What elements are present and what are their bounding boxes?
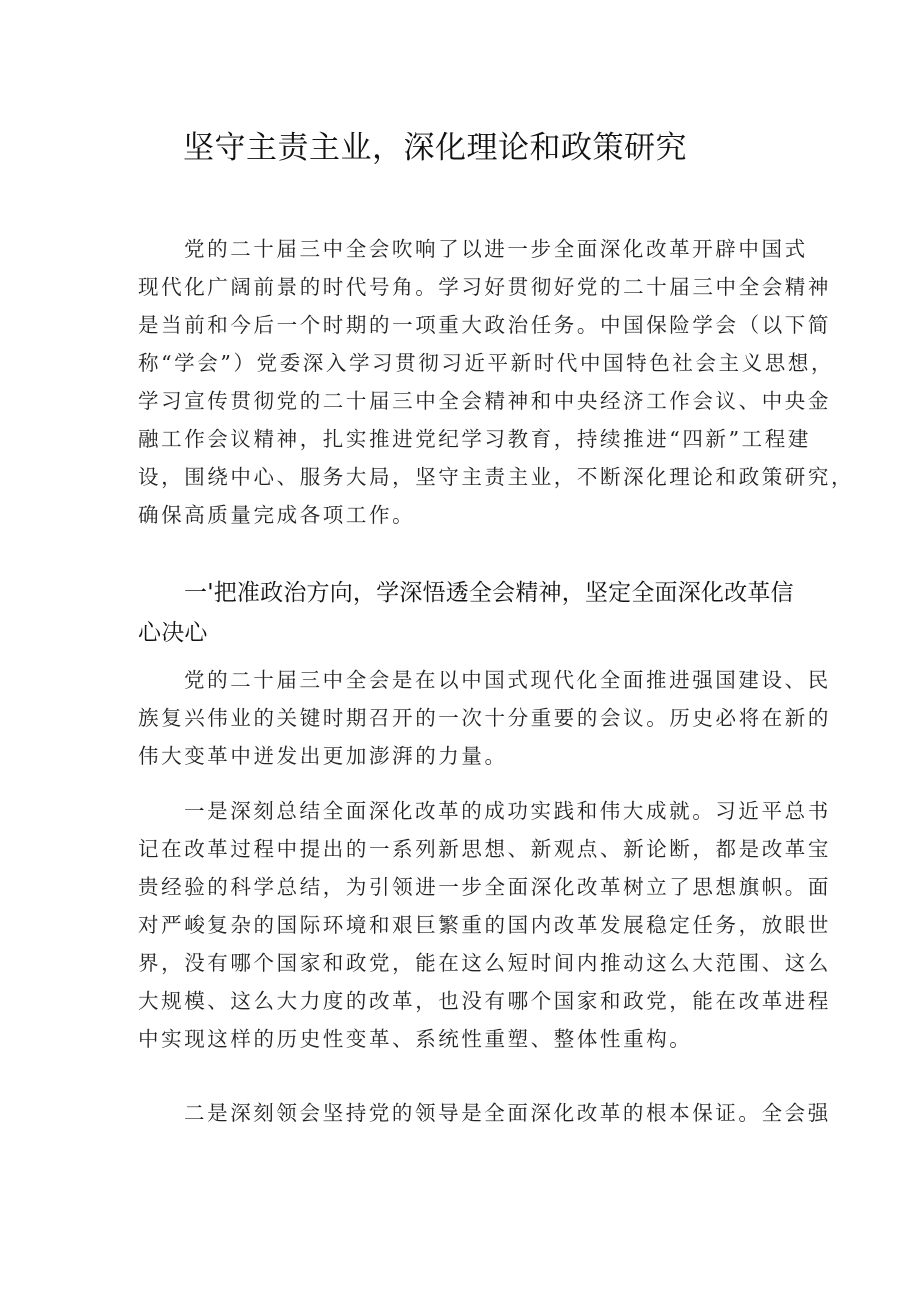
paragraph-line: 对严峻复杂的国际环境和艰巨繁重的国内改革发展稳定任务，放眼世	[138, 913, 831, 937]
paragraph-line: 一是深刻总结全面深化改革的成功实践和伟大成就。习近平总书	[184, 799, 831, 823]
paragraph-line: 中实现这样的历史性变革、系统性重塑、整体性重构。	[138, 1027, 693, 1051]
paragraph-line: 党的二十届三中全会是在以中国式现代化全面推进强国建设、民	[184, 668, 831, 692]
paragraph-line: 记在改革过程中提出的一系列新思想、新观点、新论断，都是改革宝	[138, 837, 831, 861]
paragraph-line: 族复兴伟业的关键时期召开的一次十分重要的会议。历史必将在新的	[138, 706, 831, 730]
section-heading-1	[138, 573, 798, 653]
heading-line: 心决心	[138, 620, 208, 646]
paragraph-line: 称“学会”）党委深入学习贯彻习近平新时代中国特色社会主义思想，	[138, 351, 835, 375]
document-title: 坚守主责主业，深化理论和政策研究	[183, 130, 687, 166]
intro-paragraph	[138, 230, 855, 534]
paragraph-line: 党的二十届三中全会吹响了以进一步全面深化改革开辟中国式	[184, 237, 808, 261]
paragraph-3	[138, 792, 831, 1058]
paragraph-line: 大规模、这么大力度的改革，也没有哪个国家和政党，能在改革进程	[138, 989, 831, 1013]
paragraph-line: 设，围绕中心、服务大局，坚守主责主业，不断深化理论和政策研究，	[138, 465, 855, 489]
paragraph-line: 现代化广阔前景的时代号角。学习好贯彻好党的二十届三中全会精神	[138, 275, 831, 299]
paragraph-line: 学习宣传贯彻党的二十届三中全会精神和中央经济工作会议、中央金	[138, 389, 831, 413]
paragraph-line: 贵经验的科学总结，为引领进一步全面深化改革树立了思想旗帜。面	[138, 875, 831, 899]
heading-line: 一'把准政治方向，学深悟透全会精神，坚定全面深化改革信	[184, 580, 794, 606]
paragraph-line: 二是深刻领会坚持党的领导是全面深化改革的根本保证。全会强	[184, 1101, 831, 1125]
paragraph-line: 确保高质量完成各项工作。	[138, 503, 416, 527]
paragraph-2	[138, 661, 831, 775]
paragraph-line: 伟大变革中迸发出更加澎湃的力量。	[138, 744, 508, 768]
paragraph-line: 融工作会议精神，扎实推进党纪学习教育，持续推进“四新”工程建	[138, 427, 811, 451]
paragraph-4	[138, 1094, 831, 1132]
paragraph-line: 是当前和今后一个时期的一项重大政治任务。中国保险学会（以下简	[138, 313, 831, 337]
paragraph-line: 界，没有哪个国家和政党，能在这么短时间内推动这么大范围、这么	[138, 951, 831, 975]
